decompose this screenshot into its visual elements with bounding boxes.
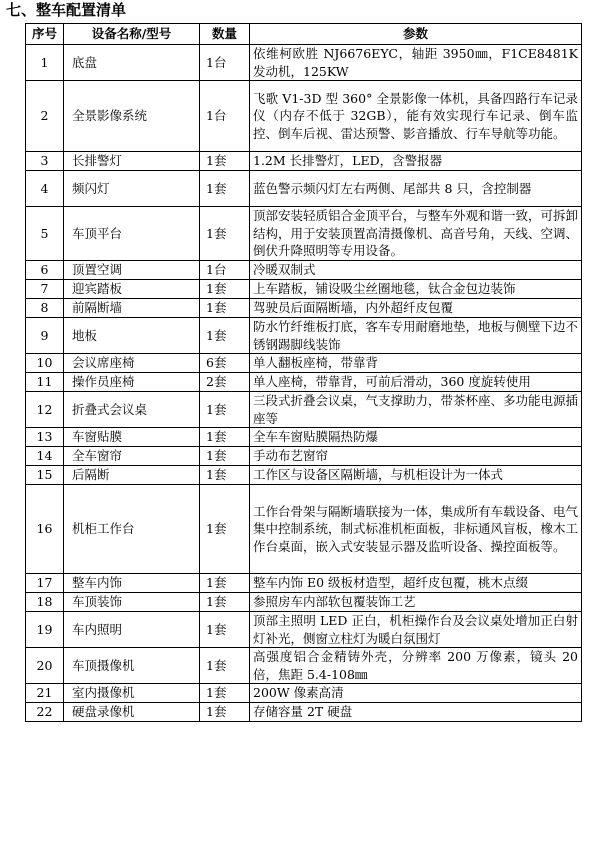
table-row	[26, 428, 582, 447]
row-quantity: 1台	[200, 45, 250, 81]
row-equipment-name: 底盘	[64, 45, 200, 81]
row-equipment-name: 全景影像系统	[64, 81, 200, 152]
row-parameters: 三段式折叠会议桌，气支撑助力，带茶杯座、多功能电源插座等	[250, 392, 582, 428]
header-quantity: 数量	[200, 24, 250, 45]
row-parameters: 工作台骨架与隔断墙联接为一体，集成所有车载设备、电气集中控制系统，制式标准机柜面板，非标通风盲板，橡木工作台桌面，嵌入式安装显示器及监听设备、操控面板等。	[250, 485, 582, 574]
row-equipment-name: 车顶装饰	[64, 593, 200, 612]
row-equipment-name: 地板	[64, 318, 200, 354]
row-serial: 18	[26, 593, 64, 612]
row-equipment-name: 车内照明	[64, 612, 200, 648]
table-header-row	[26, 24, 582, 45]
row-equipment-name: 全车窗帘	[64, 447, 200, 466]
row-parameters: 上车踏板，铺设吸尘丝圈地毯，钛合金包边装饰	[250, 280, 582, 299]
row-equipment-name: 频闪灯	[64, 171, 200, 207]
row-equipment-name: 操作员座椅	[64, 373, 200, 392]
row-parameters: 飞歌 V1-3D 型 360° 全景影像一体机，具备四路行车记录仪（内存不低于 32GB），能有效实现行车记录、倒车监控、倒车后视、雷达预警、影音播放、行车导航等功能。	[250, 81, 582, 152]
row-quantity: 1套	[200, 703, 250, 722]
row-quantity: 1台	[200, 261, 250, 280]
row-serial: 22	[26, 703, 64, 722]
row-parameters: 蓝色警示频闪灯左右两侧、尾部共 8 只，含控制器	[250, 171, 582, 207]
row-serial: 4	[26, 171, 64, 207]
table-row	[26, 684, 582, 703]
row-serial: 20	[26, 648, 64, 684]
row-quantity: 6套	[200, 354, 250, 373]
row-parameters: 冷暖双制式	[250, 261, 582, 280]
header-parameters: 参数	[250, 24, 582, 45]
row-serial: 21	[26, 684, 64, 703]
row-quantity: 1套	[200, 392, 250, 428]
row-parameters: 防水竹纤维板打底，客车专用耐磨地垫，地板与侧壁下边不锈钢踢脚线装饰	[250, 318, 582, 354]
row-equipment-name: 顶置空调	[64, 261, 200, 280]
row-equipment-name: 室内摄像机	[64, 684, 200, 703]
row-parameters: 全车车窗贴膜隔热防爆	[250, 428, 582, 447]
table-row	[26, 593, 582, 612]
table-row	[26, 171, 582, 207]
row-quantity: 1套	[200, 485, 250, 574]
table-row	[26, 152, 582, 171]
row-parameters: 存储容量 2T 硬盘	[250, 703, 582, 722]
row-serial: 12	[26, 392, 64, 428]
table-row	[26, 280, 582, 299]
row-quantity: 2套	[200, 373, 250, 392]
table-row	[26, 447, 582, 466]
row-parameters: 单人座椅，带靠背，可前后滑动，360 度旋转使用	[250, 373, 582, 392]
table-row	[26, 81, 582, 152]
row-serial: 7	[26, 280, 64, 299]
row-serial: 9	[26, 318, 64, 354]
row-equipment-name: 车顶平台	[64, 207, 200, 261]
row-parameters: 顶部安装轻质铝合金顶平台，与整车外观和谐一致，可拆卸结构，用于安装顶置高清摄像机、高音号角，天线、空调、倒伏升降照明等专用设备。	[250, 207, 582, 261]
row-equipment-name: 前隔断墙	[64, 299, 200, 318]
table-row	[26, 45, 582, 81]
section-title: 七、整车配置清单	[6, 1, 127, 19]
row-equipment-name: 迎宾踏板	[64, 280, 200, 299]
row-parameters: 顶部主照明 LED 正白，机柜操作台及会议桌处增加正白射灯补光，侧窗立柱灯为暖白氛围灯	[250, 612, 582, 648]
row-parameters: 整车内饰 E0 级板材造型，超纤皮包覆，桃木点缀	[250, 574, 582, 593]
row-parameters: 单人翻板座椅，带靠背	[250, 354, 582, 373]
row-quantity: 1套	[200, 447, 250, 466]
row-serial: 15	[26, 466, 64, 485]
table-row	[26, 318, 582, 354]
row-equipment-name: 长排警灯	[64, 152, 200, 171]
row-parameters: 工作区与设备区隔断墙，与机柜设计为一体式	[250, 466, 582, 485]
header-serial: 序号	[26, 24, 64, 45]
row-quantity: 1套	[200, 207, 250, 261]
row-quantity: 1套	[200, 318, 250, 354]
row-serial: 1	[26, 45, 64, 81]
row-serial: 16	[26, 485, 64, 574]
row-quantity: 1台	[200, 81, 250, 152]
vehicle-config-table	[25, 23, 582, 722]
row-quantity: 1套	[200, 280, 250, 299]
table-row	[26, 703, 582, 722]
row-serial: 19	[26, 612, 64, 648]
table-row	[26, 354, 582, 373]
table-row	[26, 392, 582, 428]
row-equipment-name: 机柜工作台	[64, 485, 200, 574]
row-parameters: 200W 像素高清	[250, 684, 582, 703]
row-quantity: 1套	[200, 593, 250, 612]
row-serial: 6	[26, 261, 64, 280]
row-quantity: 1套	[200, 428, 250, 447]
row-serial: 5	[26, 207, 64, 261]
row-quantity: 1套	[200, 684, 250, 703]
table-row	[26, 574, 582, 593]
row-quantity: 1套	[200, 648, 250, 684]
table-row	[26, 261, 582, 280]
row-equipment-name: 会议席座椅	[64, 354, 200, 373]
table-row	[26, 207, 582, 261]
table-row	[26, 485, 582, 574]
row-quantity: 1套	[200, 299, 250, 318]
row-quantity: 1套	[200, 574, 250, 593]
row-serial: 13	[26, 428, 64, 447]
row-serial: 3	[26, 152, 64, 171]
row-serial: 2	[26, 81, 64, 152]
row-parameters: 1.2M 长排警灯，LED，含警报器	[250, 152, 582, 171]
row-parameters: 参照房车内部软包覆装饰工艺	[250, 593, 582, 612]
row-serial: 10	[26, 354, 64, 373]
row-quantity: 1套	[200, 612, 250, 648]
row-serial: 14	[26, 447, 64, 466]
table-row	[26, 299, 582, 318]
row-serial: 8	[26, 299, 64, 318]
table-row	[26, 466, 582, 485]
row-equipment-name: 折叠式会议桌	[64, 392, 200, 428]
row-quantity: 1套	[200, 152, 250, 171]
row-equipment-name: 后隔断	[64, 466, 200, 485]
row-equipment-name: 整车内饰	[64, 574, 200, 593]
row-parameters: 手动布艺窗帘	[250, 447, 582, 466]
row-parameters: 高强度铝合金精铸外壳，分辨率 200 万像素，镜头 20 倍，焦距 5.4-108㎜	[250, 648, 582, 684]
row-equipment-name: 车顶摄像机	[64, 648, 200, 684]
table-row	[26, 373, 582, 392]
header-equipment-name: 设备名称/型号	[64, 24, 200, 45]
row-parameters: 依维柯欧胜 NJ6676EYC，轴距 3950㎜，F1CE8481K发动机，125KW	[250, 45, 582, 81]
table-row	[26, 612, 582, 648]
row-equipment-name: 车窗贴膜	[64, 428, 200, 447]
row-quantity: 1套	[200, 171, 250, 207]
row-parameters: 驾驶员后面隔断墙，内外超纤皮包覆	[250, 299, 582, 318]
table-row	[26, 648, 582, 684]
row-quantity: 1套	[200, 466, 250, 485]
row-serial: 17	[26, 574, 64, 593]
row-equipment-name: 硬盘录像机	[64, 703, 200, 722]
row-serial: 11	[26, 373, 64, 392]
